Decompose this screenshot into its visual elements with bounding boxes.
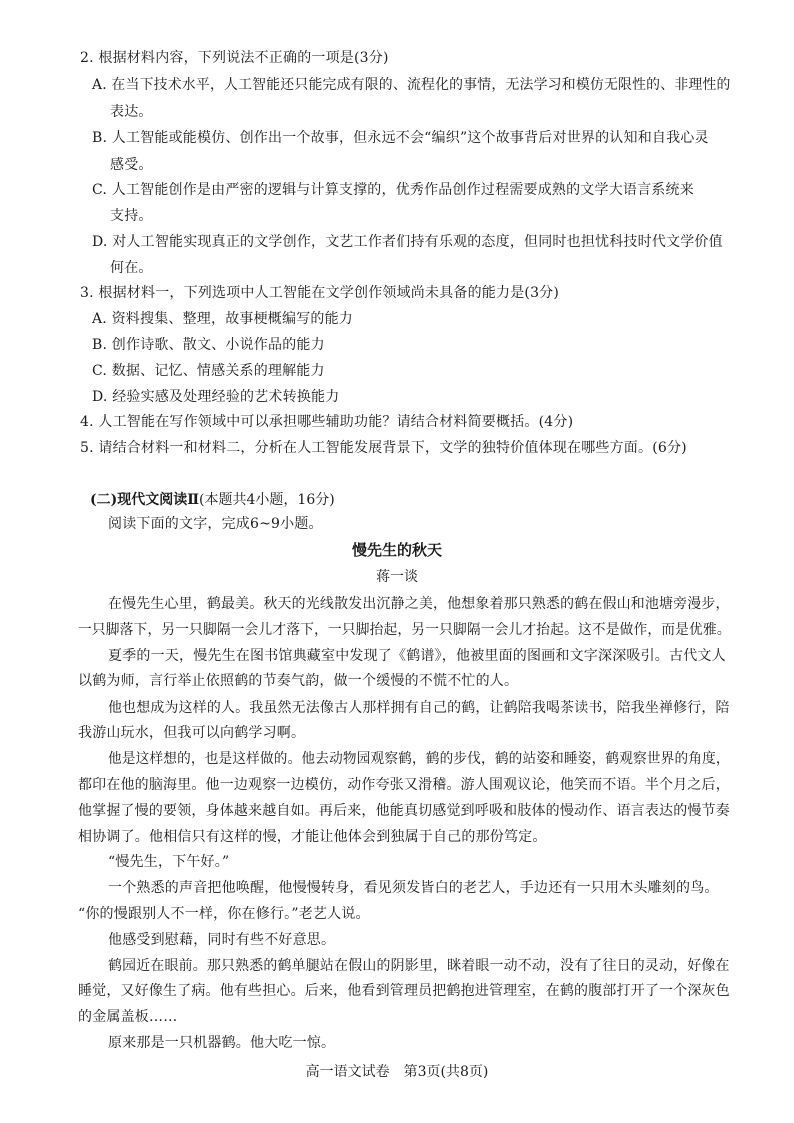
question-3-stem: 3. 根据材料一，下列选项中人工智能在文学创作领域尚未具备的能力是(3分) [80, 285, 560, 301]
question-3-option-c: C. 数据、记忆、情感关系的理解能力 [92, 363, 325, 379]
article-line: 夏季的一天，慢先生在图书馆典藏室中发现了《鹤谱》，他被里面的图画和文字深深吸引。古代文人 [108, 648, 726, 664]
article-line: “你的慢跟别人不一样，你在修行。”老艺人说。 [78, 906, 370, 922]
page-footer: 高一语文试卷 第3页(共8页) [305, 1064, 489, 1080]
section-heading-note: (本题共4小题，16分) [199, 492, 335, 508]
article-title: 慢先生的秋天 [351, 541, 442, 559]
question-2-option-a: A. 在当下技术水平，人工智能还只能完成有限的、流程化的事情，无法学习和模仿无限性的、非理性的 [92, 77, 731, 93]
article-line: 他也想成为这样的人。我虽然无法像古人那样拥有自己的鹤，让鹤陪我喝茶读书，陪我坐禅修行，陪 [108, 700, 730, 716]
article-line: 在慢先生心里，鹤最美。秋天的光线散发出沉静之美，他想象着那只熟悉的鹤在假山和池塘旁漫步， [108, 596, 730, 612]
section-heading-title: (二)现代文阅读Ⅱ [90, 492, 200, 508]
article-line: 一只脚落下，另一只脚隔一会儿才落下，一只脚抬起，另一只脚隔一会儿才抬起。这不是做作，而是优雅。 [78, 622, 731, 638]
question-2-option-c-cont: 支持。 [110, 208, 153, 224]
article-line: 的金属盖板…… [78, 1009, 178, 1025]
article-line: “慢先生，下午好。” [108, 854, 230, 870]
question-5: 5. 请结合材料一和材料二，分析在人工智能发展背景下，文学的独特价值体现在哪些方面。(6分) [80, 440, 687, 456]
article-line: 一个熟悉的声音把他唤醒，他慢慢转身，看见须发皆白的老艺人，手边还有一只用木头雕刻的鸟。 [108, 880, 719, 896]
question-2-option-b: B. 人工智能或能模仿、创作出一个故事，但永远不会“编织”这个故事背后对世界的认知和自我心灵 [92, 130, 709, 146]
section-instruction: 阅读下面的文字，完成6~9小题。 [108, 516, 323, 532]
question-2-option-c: C. 人工智能创作是由严密的逻辑与计算支撑的，优秀作品创作过程需要成熟的文学大语言系统来 [92, 182, 694, 198]
section-heading [90, 490, 335, 510]
question-4: 4. 人工智能在写作领域中可以承担哪些辅助功能？请结合材料简要概括。(4分) [80, 414, 574, 430]
article-line: 他掌握了慢的要领，身体越来越自如。再后来，他能真切感觉到呼吸和肢体的慢动作、语言表达的慢节奏 [78, 803, 730, 819]
article-line: 以鹤为师，言行举止依照鹤的节奏气韵，做一个缓慢的不慌不忙的人。 [78, 673, 519, 689]
article-line: 相协调了。他相信只有这样的慢，才能让他体会到独属于自己的那份笃定。 [78, 829, 547, 845]
question-2-option-d: D. 对人工智能实现真正的文学创作，文艺工作者们持有乐观的态度，但同时也担忧科技时代文学价值 [92, 234, 723, 250]
article-author: 蒋一谈 [376, 569, 418, 585]
question-3-option-a: A. 资料搜集、整理，故事梗概编写的能力 [92, 311, 354, 327]
article-line: 我游山玩水，但我可以向鹤学习啊。 [78, 725, 306, 741]
question-2-option-a-cont: 表达。 [110, 104, 153, 120]
article-line: 都印在他的脑海里。他一边观察一边模仿，动作夸张又滑稽。游人围观议论，他笑而不语。半个月之后， [78, 777, 730, 793]
question-2-option-d-cont: 何在。 [110, 260, 153, 276]
question-3-option-b: B. 创作诗歌、散文、小说作品的能力 [92, 337, 325, 353]
article-line: 原来那是一只机器鹤。他大吃一惊。 [108, 1035, 336, 1051]
article-line: 他感受到慰藉，同时有些不好意思。 [108, 932, 336, 948]
article-line: 他是这样想的，也是这样做的。他去动物园观察鹤，鹤的步伐，鹤的站姿和睡姿，鹤观察世界的角度， [108, 751, 730, 767]
article-line: 鹤园近在眼前。那只熟悉的鹤单腿站在假山的阴影里，眯着眼一动不动，没有了往日的灵动，好像在 [108, 958, 730, 974]
question-2-stem: 2. 根据材料内容，下列说法不正确的一项是(3分) [80, 50, 389, 66]
article-line: 睡觉，又好像生了病。他有些担心。后来，他看到管理员把鹤抱进管理室，在鹤的腹部打开了一个深灰色 [78, 983, 730, 999]
question-3-option-d: D. 经验实感及处理经验的艺术转换能力 [92, 389, 340, 405]
question-2-option-b-cont: 感受。 [110, 157, 153, 173]
